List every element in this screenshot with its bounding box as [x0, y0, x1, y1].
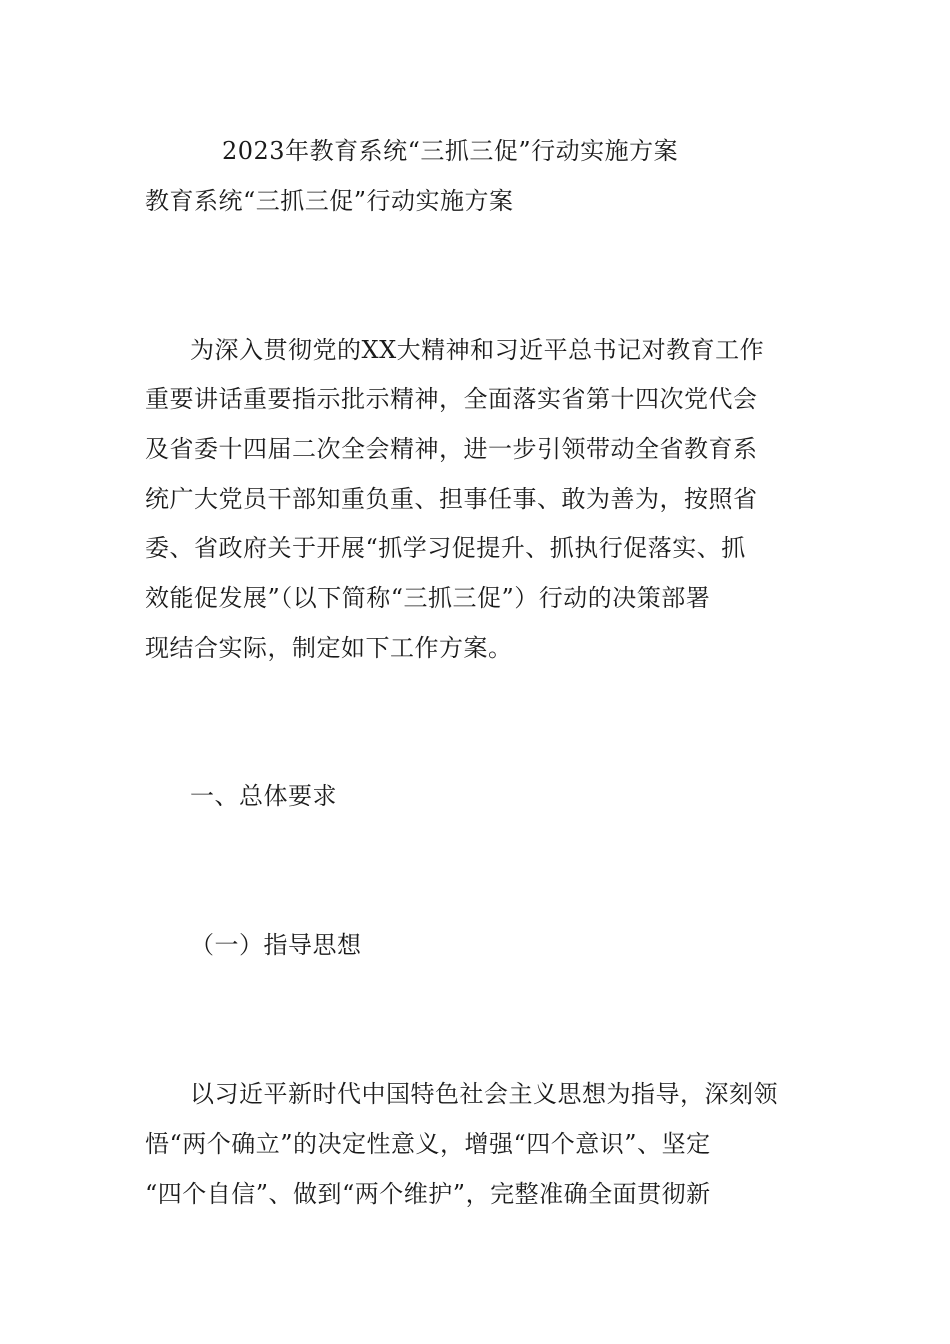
intro-line: 统广大党员干部知重负重、担事任事、敢为善为，按照省	[145, 485, 758, 513]
body-line: “四个自信”、做到“两个维护”，完整准确全面贯彻新	[145, 1180, 711, 1208]
subsection-heading: （一）指导思想	[190, 931, 362, 959]
document-title: 2023年教育系统“三抓三促”行动实施方案	[222, 137, 679, 165]
section-heading: 一、总体要求	[190, 782, 337, 810]
intro-line: 委、省政府关于开展“抓学习促提升、抓执行促落实、抓	[145, 534, 746, 562]
intro-line: 重要讲话重要指示批示精神，全面落实省第十四次党代会	[145, 385, 758, 413]
document-subtitle: 教育系统“三抓三促”行动实施方案	[145, 187, 514, 215]
intro-line: 效能促发展”（以下简称“三抓三促”）行动的决策部署	[145, 584, 711, 612]
body-line: 悟“两个确立”的决定性意义，增强“四个意识”、坚定	[145, 1130, 711, 1158]
intro-line: 为深入贯彻党的XX大精神和习近平总书记对教育工作	[190, 336, 765, 364]
intro-line: 及省委十四届二次全会精神，进一步引领带动全省教育系	[145, 435, 758, 463]
body-line: 以习近平新时代中国特色社会主义思想为指导，深刻领	[190, 1080, 778, 1108]
intro-line: 现结合实际，制定如下工作方案。	[145, 634, 513, 662]
